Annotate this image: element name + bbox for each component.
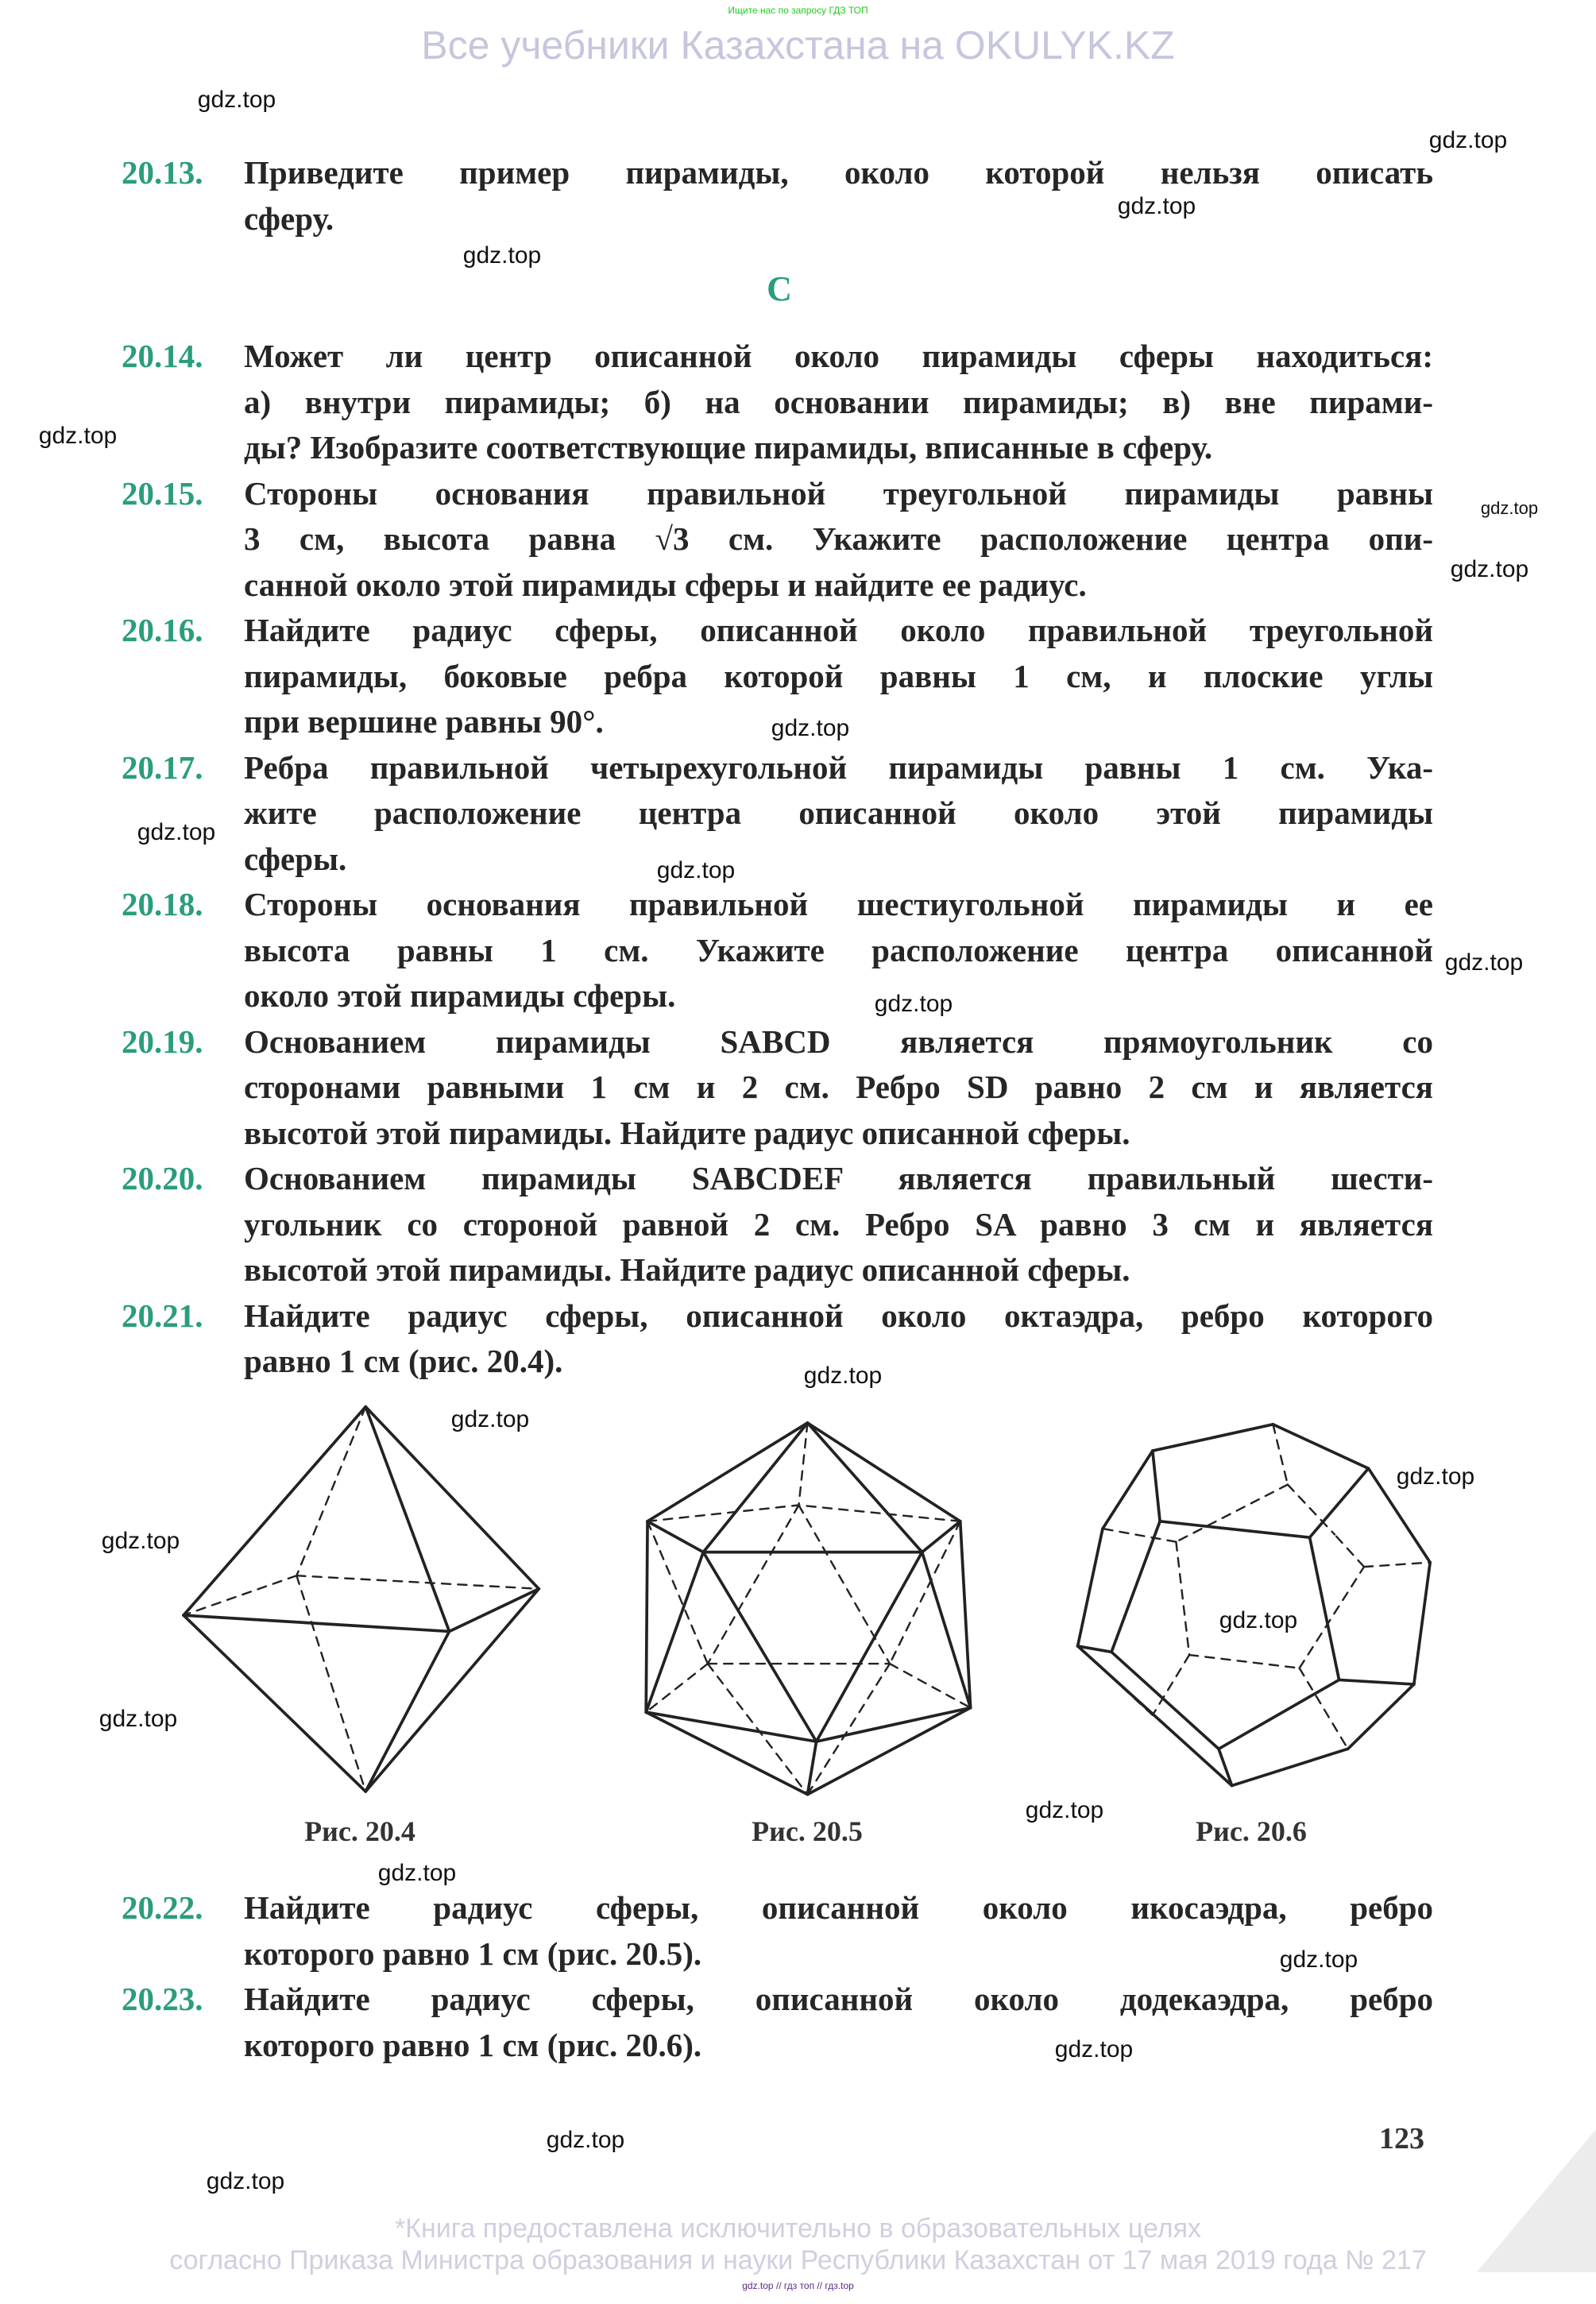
footer-disclaimer-line1: *Книга предоставлена исключительно в образовательных целях [394, 2213, 1202, 2244]
problem-number: 20.22. [122, 1889, 203, 1926]
problem-text-line: высота равны 1 см. Укажите расположение центра описанной [244, 931, 1433, 968]
problem-text-line: Приведите пример пирамиды, около которой нельзя описать [244, 154, 1433, 191]
visible-edge [365, 1407, 539, 1589]
problem-text-line: около этой пирамиды сферы. [244, 977, 676, 1014]
problem-text-line: при вершине равны 90°. [244, 703, 604, 740]
okulyk-banner[interactable]: Все учебники Казахстана на OKULYK.KZ [421, 23, 1175, 68]
gdz-watermark: gdz.top [99, 1706, 178, 1732]
gdz-watermark: gdz.top [1279, 1946, 1358, 1973]
problem-number: 20.20. [122, 1160, 203, 1196]
gdz-watermark: gdz.top [771, 715, 850, 741]
problem-text-line: сферы. [244, 840, 347, 877]
problem-number: 20.21. [122, 1297, 203, 1334]
problem-number: 20.23. [122, 1981, 203, 2017]
visible-edge [808, 1423, 960, 1521]
gdz-watermark: gdz.top [1025, 1797, 1104, 1823]
gdz-watermark: gdz.top [197, 87, 276, 113]
gdz-watermark: gdz.top [206, 2168, 285, 2194]
visible-edge [450, 1589, 539, 1632]
gdz-watermark: gdz.top [101, 1528, 180, 1554]
problem-text-line: угольник со стороной равной 2 см. Ребро SA равно 3 см и является [244, 1205, 1433, 1243]
hidden-edge [1288, 1485, 1335, 1535]
gdz-watermark: gdz.top [1054, 2036, 1134, 2062]
hidden-edge [798, 1505, 890, 1664]
visible-edge [808, 1423, 922, 1552]
visible-edge [703, 1423, 807, 1552]
problem-text-line: которого равно 1 см (рис. 20.5). [244, 1935, 702, 1972]
hidden-edge [798, 1505, 960, 1521]
gdz-watermark: gdz.top [874, 991, 953, 1017]
visible-edge [1103, 1451, 1153, 1529]
problem-text-line: Найдите радиус сферы, описанной около правильной треугольной [244, 612, 1433, 648]
dodecahedron-figure [1078, 1425, 1431, 1786]
gdz-watermark: gdz.top [38, 423, 118, 449]
visible-edge [922, 1521, 960, 1552]
visible-edge [646, 1712, 816, 1742]
visible-edge [1153, 1451, 1160, 1521]
gdz-watermark: gdz.top [462, 242, 542, 269]
visible-edge [365, 1407, 449, 1632]
problem-text-line: высотой этой пирамиды. Найдите радиус описанной сферы. [244, 1251, 1130, 1288]
hidden-edge [1364, 1563, 1430, 1568]
gdz-watermark: gdz.top [377, 1860, 457, 1886]
visible-edge [1310, 1468, 1369, 1537]
visible-edge [1111, 1652, 1219, 1749]
gdz-watermark: gdz.top [1219, 1607, 1298, 1633]
hidden-edge [296, 1407, 365, 1576]
problem-text-line: ды? Изобразите соответствующие пирамиды, вписанные в сферу. [244, 429, 1213, 466]
gdz-watermark: gdz.top [1428, 127, 1508, 153]
visible-edge [1339, 1680, 1414, 1684]
gdz-watermark: gdz.top [1117, 193, 1196, 219]
hidden-edge [798, 1423, 807, 1505]
problem-text-line: высотой этой пирамиды. Найдите радиус описанной сферы. [244, 1114, 1130, 1151]
footer-disclaimer-line2: согласно Приказа Министра образования и науки Республики Казахстан от 17 мая 2019 года № 217 [169, 2245, 1427, 2275]
visible-edge [1273, 1425, 1368, 1468]
visible-edge [817, 1552, 922, 1742]
gdz-watermark: gdz.top [656, 857, 736, 883]
search-hint: Ищите нас по запросу ГДЗ ТОП [728, 5, 868, 16]
visible-edge [808, 1708, 971, 1795]
gdz-watermark: gdz.top [1444, 949, 1524, 976]
problem-text-line: Может ли центр описанной около пирамиды сферы находиться: [244, 338, 1433, 374]
problem-text-line: равно 1 см (рис. 20.4). [244, 1343, 563, 1379]
visible-edge [647, 1521, 703, 1552]
problem-text-line: Найдите радиус сферы, описанной около додекаэдра, ребро [244, 1981, 1433, 2017]
visible-edge [1160, 1521, 1310, 1537]
visible-edge [184, 1615, 450, 1631]
problem-number: 20.16. [122, 612, 203, 648]
hidden-edge [1103, 1529, 1176, 1542]
gdz-watermark: gdz.top [450, 1406, 530, 1432]
problem-number: 20.17. [122, 748, 203, 786]
hidden-edge [1189, 1655, 1300, 1668]
gdz-watermark: gdz.top [1480, 498, 1539, 518]
visible-edge [1310, 1537, 1339, 1680]
visible-edge [1111, 1521, 1160, 1652]
problem-text-line: Найдите радиус сферы, описанной около икосаэдра, ребро [244, 1889, 1433, 1926]
gdz-watermark: gdz.top [1396, 1463, 1475, 1490]
hidden-edge [1273, 1425, 1287, 1485]
visible-edge [1348, 1684, 1414, 1749]
visible-edge [1153, 1425, 1273, 1451]
visible-edge [817, 1708, 971, 1742]
hidden-edge [1176, 1542, 1189, 1655]
hidden-edge [1335, 1534, 1364, 1567]
hidden-edge [708, 1664, 808, 1794]
visible-edge [1414, 1563, 1430, 1684]
gdz-watermark: gdz.top [546, 2127, 625, 2153]
section-heading: C [767, 269, 792, 308]
problem-text-line: которого равно 1 см (рис. 20.6). [244, 2026, 702, 2063]
visible-edge [1078, 1529, 1103, 1646]
problem-text-line: пирамиды, боковые ребра которой равны 1 см, и плоские углы [244, 657, 1433, 694]
problem-text-line: Основанием пирамиды SABCDEF является правильный шести- [244, 1160, 1433, 1196]
problem-text-line: а) внутри пирамиды; б) на основании пирамиды; в) вне пирами- [244, 383, 1433, 420]
hidden-edge [647, 1521, 708, 1664]
problem-number: 20.14. [122, 338, 203, 374]
gdz-watermark: gdz.top [137, 819, 216, 845]
figure-caption-octahedron: Рис. 20.4 [304, 1815, 415, 1847]
visible-edge [1219, 1680, 1339, 1749]
problem-number: 20.18. [122, 886, 203, 922]
problem-text-line: сферу. [244, 199, 334, 237]
problem-text-line: 3 см, высота равна √3 см. Укажите расположение центра опи- [244, 520, 1433, 557]
visible-edge [646, 1521, 647, 1712]
footer-links[interactable]: gdz.top // гдз топ // гдз.top [742, 2280, 854, 2291]
hidden-edge [1300, 1567, 1364, 1668]
visible-edge [365, 1631, 449, 1791]
problem-number: 20.15. [122, 474, 203, 512]
problem-number: 20.19. [122, 1022, 203, 1060]
problem-text-line: Ребра правильной четырехугольной пирамиды равны 1 см. Ука- [244, 748, 1433, 786]
problem-text-line: Стороны основания правильной шестиугольной пирамиды и ее [244, 886, 1433, 922]
figure-caption-dodecahedron: Рис. 20.6 [1196, 1815, 1307, 1847]
problem-number: 20.13. [122, 154, 203, 191]
visible-edge [1232, 1749, 1348, 1785]
problem-text-line: Стороны основания правильной треугольной пирамиды равны [244, 474, 1433, 512]
gdz-watermark: gdz.top [803, 1363, 883, 1389]
visible-edge [703, 1552, 816, 1742]
icosahedron-figure [646, 1423, 970, 1795]
problem-text-line: Основанием пирамиды SABCD является прямоугольник со [244, 1022, 1433, 1060]
octahedron-figure [184, 1407, 539, 1792]
problem-text-line: сторонами равными 1 см и 2 см. Ребро SD равно 2 см и является [244, 1069, 1433, 1105]
figure-caption-icosahedron: Рис. 20.5 [752, 1815, 863, 1847]
visible-edge [365, 1589, 539, 1792]
gdz-watermark: gdz.top [1450, 556, 1529, 582]
visible-edge [646, 1712, 807, 1794]
problem-text-line: санной около этой пирамиды сферы и найдите ее радиус. [244, 566, 1087, 603]
page-number: 123 [1379, 2122, 1424, 2155]
problem-text-line: Найдите радиус сферы, описанной около октаэдра, ребро которого [244, 1297, 1433, 1334]
problem-text-line: жите расположение центра описанной около этой пирамиды [244, 794, 1433, 831]
hidden-edge [296, 1575, 539, 1589]
